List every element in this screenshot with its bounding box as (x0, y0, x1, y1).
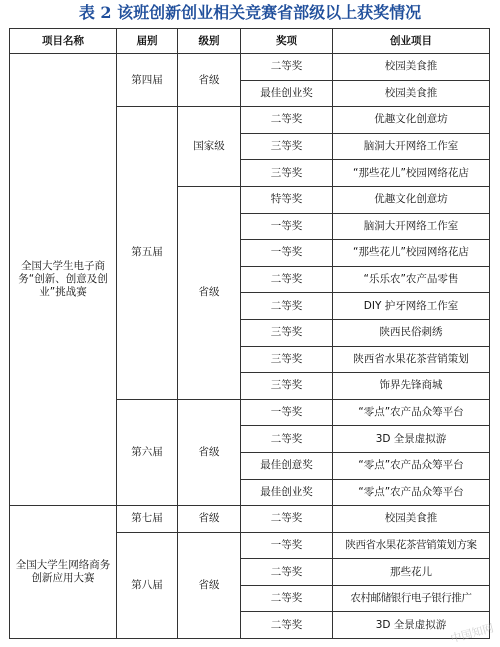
header-row (10, 29, 490, 54)
project-cell: “零点”农产品众筹平台 (333, 479, 490, 506)
project-cell: 3D 全景虚拟游 (333, 612, 490, 639)
level-cell: 省级 (178, 532, 241, 638)
award-cell: 最佳创业奖 (241, 80, 333, 107)
project-cell: “那些花儿”校园网络花店 (333, 240, 490, 267)
project-cell: 饰界先锋商城 (333, 373, 490, 400)
competition-name: 全国大学生电子商务“创新、创意及创业”挑战赛 (10, 54, 117, 506)
project-cell: 农村邮储银行电子银行推广 (333, 585, 490, 612)
project-cell: 优趣文化创意坊 (333, 107, 490, 134)
project-cell: 那些花儿 (333, 559, 490, 586)
level-cell: 国家级 (178, 107, 241, 187)
award-cell: 三等奖 (241, 160, 333, 187)
award-cell: 一等奖 (241, 213, 333, 240)
project-cell: “零点”农产品众筹平台 (333, 399, 490, 426)
level-cell: 省级 (178, 399, 241, 505)
level-cell: 省级 (178, 54, 241, 107)
project-cell: DIY 护牙网络工作室 (333, 293, 490, 320)
competition-name: 全国大学生网络商务创新应用大赛 (10, 506, 117, 639)
session-cell: 第六届 (117, 399, 178, 505)
award-cell: 二等奖 (241, 54, 333, 81)
award-cell: 二等奖 (241, 585, 333, 612)
project-cell: 校园美食推 (333, 80, 490, 107)
header-project-name: 项目名称 (10, 29, 117, 54)
award-cell: 二等奖 (241, 293, 333, 320)
award-cell: 三等奖 (241, 346, 333, 373)
header-level: 级别 (178, 29, 241, 54)
header-award: 奖项 (241, 29, 333, 54)
watermark-logo: 中国知网 (449, 621, 496, 646)
project-cell: 3D 全景虚拟游 (333, 426, 490, 453)
project-cell: “那些花儿”校园网络花店 (333, 160, 490, 187)
award-cell: 二等奖 (241, 506, 333, 533)
session-cell: 第八届 (117, 532, 178, 638)
award-cell: 二等奖 (241, 426, 333, 453)
project-cell: 优趣文化创意坊 (333, 186, 490, 213)
header-session: 届别 (117, 29, 178, 54)
project-cell: 陕西省水果花茶营销策划方案 (333, 532, 490, 559)
level-cell: 省级 (178, 506, 241, 533)
awards-table (9, 28, 490, 639)
project-cell: 脑洞大开网络工作室 (333, 213, 490, 240)
table-row (10, 54, 490, 81)
level-cell: 省级 (178, 186, 241, 399)
session-cell: 第五届 (117, 107, 178, 400)
project-cell: 陕西省水果花茶营销策划 (333, 346, 490, 373)
session-cell: 第四届 (117, 54, 178, 107)
award-cell: 二等奖 (241, 107, 333, 134)
award-cell: 最佳创业奖 (241, 479, 333, 506)
award-cell: 一等奖 (241, 240, 333, 267)
table-title: 表 2 该班创新创业相关竞赛省部级以上获奖情况 (78, 3, 422, 22)
award-cell: 最佳创意奖 (241, 452, 333, 479)
table-row (10, 506, 490, 533)
project-cell: 脑洞大开网络工作室 (333, 133, 490, 160)
header-venture-project: 创业项目 (333, 29, 490, 54)
project-cell: “乐乐农”农产品零售 (333, 266, 490, 293)
project-cell: 陕西民俗刺绣 (333, 319, 490, 346)
session-cell: 第七届 (117, 506, 178, 533)
project-cell: “零点”农产品众筹平台 (333, 452, 490, 479)
award-cell: 二等奖 (241, 266, 333, 293)
award-cell: 三等奖 (241, 319, 333, 346)
project-cell: 校园美食推 (333, 506, 490, 533)
award-cell: 三等奖 (241, 373, 333, 400)
award-cell: 特等奖 (241, 186, 333, 213)
award-cell: 一等奖 (241, 399, 333, 426)
award-cell: 一等奖 (241, 532, 333, 559)
award-cell: 三等奖 (241, 133, 333, 160)
project-cell: 校园美食推 (333, 54, 490, 81)
award-cell: 二等奖 (241, 612, 333, 639)
award-cell: 二等奖 (241, 559, 333, 586)
